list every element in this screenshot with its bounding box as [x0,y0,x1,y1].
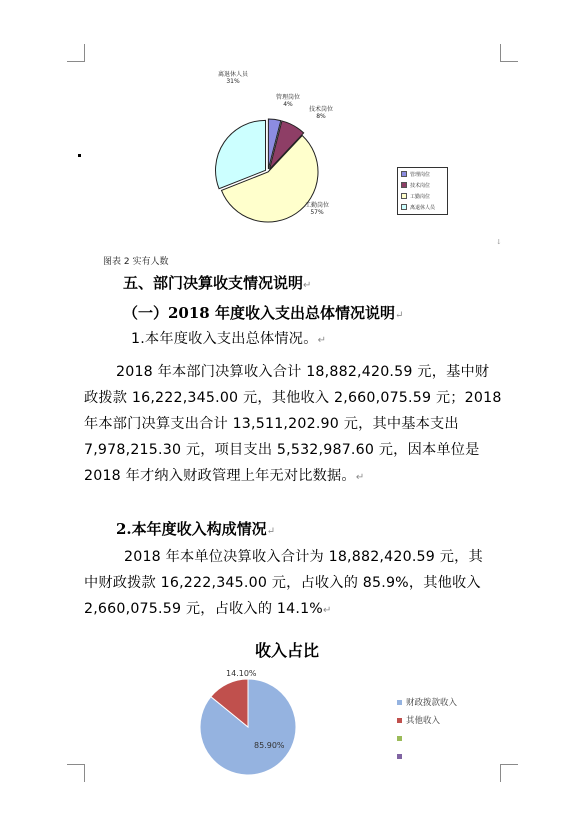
pie2-legend-label: 其他收入 [406,716,441,726]
para1-line: 2018 年本部门决算收入合计 18,882,420.59 元，基中财 [116,364,490,380]
legend-swatch [401,182,407,188]
para2-line-last [84,596,504,624]
legend-swatch [397,718,402,723]
para1-line: 7,978,215.30 元，项目支出 5,532,987.60 元，因本单位是 [84,442,480,458]
pie1-legend [397,167,448,215]
chart1-caption: 图表 2 实有人数 [103,257,169,267]
paragraph-mark: ↵ [266,526,276,537]
item1-title-text: 1.本年度收入支出总体情况。 [131,331,318,347]
paragraph-mark: ↵ [394,310,404,321]
para1-line-last [84,463,504,491]
income-pie-chart [196,675,300,779]
pie1-legend-item [398,191,447,201]
pie1-legend-label: 技术岗位 [410,182,431,189]
paragraph-mark: ↵ [317,335,327,346]
pie2-legend-item [397,747,457,765]
subsection-heading [123,302,403,323]
pie1-label-retired [207,71,259,85]
para2-line: 2,660,075.59 元，占收入的 14.1% [84,601,323,617]
pie2-legend-item [397,729,457,747]
legend-swatch [401,193,407,199]
para1-line: 年本部门决算支出合计 13,511,202.90 元，其中基本支出 [84,416,459,432]
item2-title-text: 2.本年度收入构成情况 [116,520,267,538]
pie2-legend [397,693,457,765]
pie1-label-worker-name: 工勤岗位 [304,202,329,209]
pie2-legend-label: 财政拨款收入 [406,698,458,708]
paragraph-mark: ↵ [303,280,312,291]
pie1-label-worker [296,202,338,216]
legend-swatch [401,171,407,177]
pie1-label-technical-name: 技术岗位 [308,106,333,113]
small-return-mark: ↓ [496,238,502,246]
paragraph-2 [84,544,504,624]
para1-line: 2018 年才纳入财政管理上年无对比数据。 [84,468,356,484]
pie1-legend-item [398,202,447,212]
pie1-legend-label: 离退休人员 [410,204,436,211]
pie1-label-retired-pct: 31% [226,78,240,85]
pie1-label-retired-name: 离退休人员 [217,71,248,78]
para1-line: 政拨款 16,222,345.00 元，其他收入 2,660,075.59 元；2018 [84,390,502,406]
paragraph-1 [84,359,504,491]
pie1-label-management-pct: 4% [283,101,293,108]
crop-mark-top-right [500,44,518,62]
para2-line: 中财政拨款 16,222,345.00 元，占收入的 85.9%，其他收入 [84,575,481,591]
chart2-title: 收入占比 [255,641,320,660]
item2-title [116,518,275,539]
paragraph-mark: ↵ [355,472,365,483]
legend-swatch [397,754,402,759]
crop-mark-top-left [67,44,85,62]
pie1-legend-item [398,180,447,190]
pie1-label-technical [300,106,342,120]
paragraph-mark: ↵ [322,605,332,616]
pie2-label-other: 14.10% [226,669,257,678]
pie1-legend-item [398,169,447,179]
subsection-heading-text: （一）2018 年度收入支出总体情况说明 [123,304,395,322]
bullet-dot [78,154,81,157]
item1-title [131,326,326,354]
section-heading-text: 五、部门决算收支情况说明 [123,274,304,292]
para2-line: 2018 年本单位决算收入合计为 18,882,420.59 元，其 [124,549,483,565]
pie2-legend-item [397,693,457,711]
legend-swatch [401,204,407,210]
legend-swatch [397,700,402,705]
pie1-legend-label: 管理岗位 [410,171,431,178]
pie1-label-technical-pct: 8% [316,113,326,120]
legend-swatch [397,736,402,741]
crop-mark-bottom-right [500,764,518,782]
section-heading [123,272,311,293]
crop-mark-bottom-left [67,764,85,782]
pie2-label-fiscal: 85.90% [254,741,285,750]
pie2-legend-item [397,711,457,729]
pie1-label-worker-pct: 57% [310,209,324,216]
pie1-legend-label: 工勤岗位 [410,193,431,200]
pie1-label-management-name: 管理岗位 [275,94,300,101]
